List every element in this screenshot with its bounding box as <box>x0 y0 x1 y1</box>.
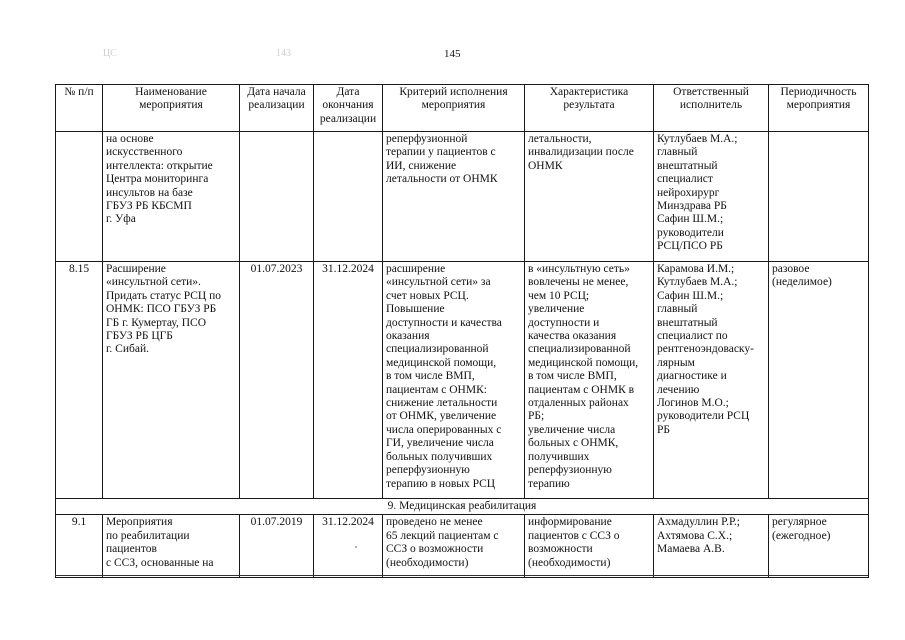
cell-periodicity: разовое (неделимое) <box>769 262 869 499</box>
section-title: 9. Медицинская реабилитация <box>56 499 869 515</box>
scan-speck <box>355 546 357 548</box>
page-bottom-rule <box>55 575 868 576</box>
cell-responsible: Карамова И.М.; Кутлубаев М.А.; Сафин Ш.М.; главный внештатный специалист по рентгеноэндоваску- лярным диагностике и лечению Логинов М.О.; руководители РСЦ РБ <box>654 262 769 499</box>
table-row-9-1 <box>56 515 869 578</box>
cell-periodicity <box>769 132 869 262</box>
activities-table <box>55 84 869 578</box>
cell-number: 9.1 <box>56 515 103 578</box>
cell-name: на основе искусственного интеллекта: открытие Центра мониторинга инсультов на базе ГБУЗ РБ КБСМП г. Уфа <box>103 132 240 262</box>
cell-name: Расширение «инсультной сети». Придать статус РСЦ по ОНМК: ПСО ГБУЗ РБ ГБ г. Кумертау, ПСО ГБУЗ РБ ЦГБ г. Сибай. <box>103 262 240 499</box>
header-criterion: Критерий исполнения мероприятия <box>383 85 525 132</box>
cell-criterion: реперфузионной терапии у пациентов с ИИ, снижение летальности от ОНМК <box>383 132 525 262</box>
cell-number: 8.15 <box>56 262 103 499</box>
header-name: Наименование мероприятия <box>103 85 240 132</box>
page-number: 145 <box>444 48 461 60</box>
cell-number <box>56 132 103 262</box>
header-number: № п/п <box>56 85 103 132</box>
cell-end-date: 31.12.2024 <box>314 515 383 578</box>
cell-responsible: Кутлубаев М.А.; главный внештатный специалист нейрохирург Минздрава РБ Сафин Ш.М.; руководители РСЦ/ПСО РБ <box>654 132 769 262</box>
header-row <box>56 85 869 132</box>
table-row-8-15 <box>56 262 869 499</box>
cell-criterion: проведено не менее 65 лекций пациентам с ССЗ о возможности (необходимости) <box>383 515 525 578</box>
faint-mark-middle: 143 <box>276 48 291 59</box>
cell-periodicity: регулярное (ежегодное) <box>769 515 869 578</box>
cell-result: летальности, инвалидизации после ОНМК <box>525 132 654 262</box>
table-row-continued <box>56 132 869 262</box>
cell-start-date: 01.07.2023 <box>240 262 314 499</box>
header-responsible: Ответственный исполнитель <box>654 85 769 132</box>
cell-responsible: Ахмадуллин Р.Р.; Ахтямова С.Х.; Мамаева А.В. <box>654 515 769 578</box>
cell-end-date <box>314 132 383 262</box>
section-row <box>56 499 869 515</box>
cell-start-date <box>240 132 314 262</box>
cell-start-date: 01.07.2019 <box>240 515 314 578</box>
cell-end-date: 31.12.2024 <box>314 262 383 499</box>
header-result: Характеристика результата <box>525 85 654 132</box>
header-end-date: Дата окончания реализации <box>314 85 383 132</box>
faint-mark-left: ЦС <box>103 48 117 59</box>
cell-result: информирование пациентов с ССЗ о возможности (необходимости) <box>525 515 654 578</box>
header-start-date: Дата начала реализации <box>240 85 314 132</box>
header-periodicity: Периодичность мероприятия <box>769 85 869 132</box>
cell-criterion: расширение «инсультной сети» за счет новых РСЦ. Повышение доступности и качества оказания специализированной медицинской помощи, в том числе ВМП, пациентам с ОНМК: снижение летальности от ОНМК, увеличение числа оперированных с ГИ, увеличение числа больных получивших реперфузионную терапию в новых РСЦ <box>383 262 525 499</box>
cell-name: Мероприятия по реабилитации пациентов с ССЗ, основанные на <box>103 515 240 578</box>
cell-result: в «инсультную сеть» вовлечены не менее, чем 10 РСЦ; увеличение доступности и качества оказания специализированной медицинской помощи, в том числе ВМП, пациентам с ОНМК в отдаленных районах РБ; увеличение числа больных с ОНМК, получивших реперфузионную терапию <box>525 262 654 499</box>
